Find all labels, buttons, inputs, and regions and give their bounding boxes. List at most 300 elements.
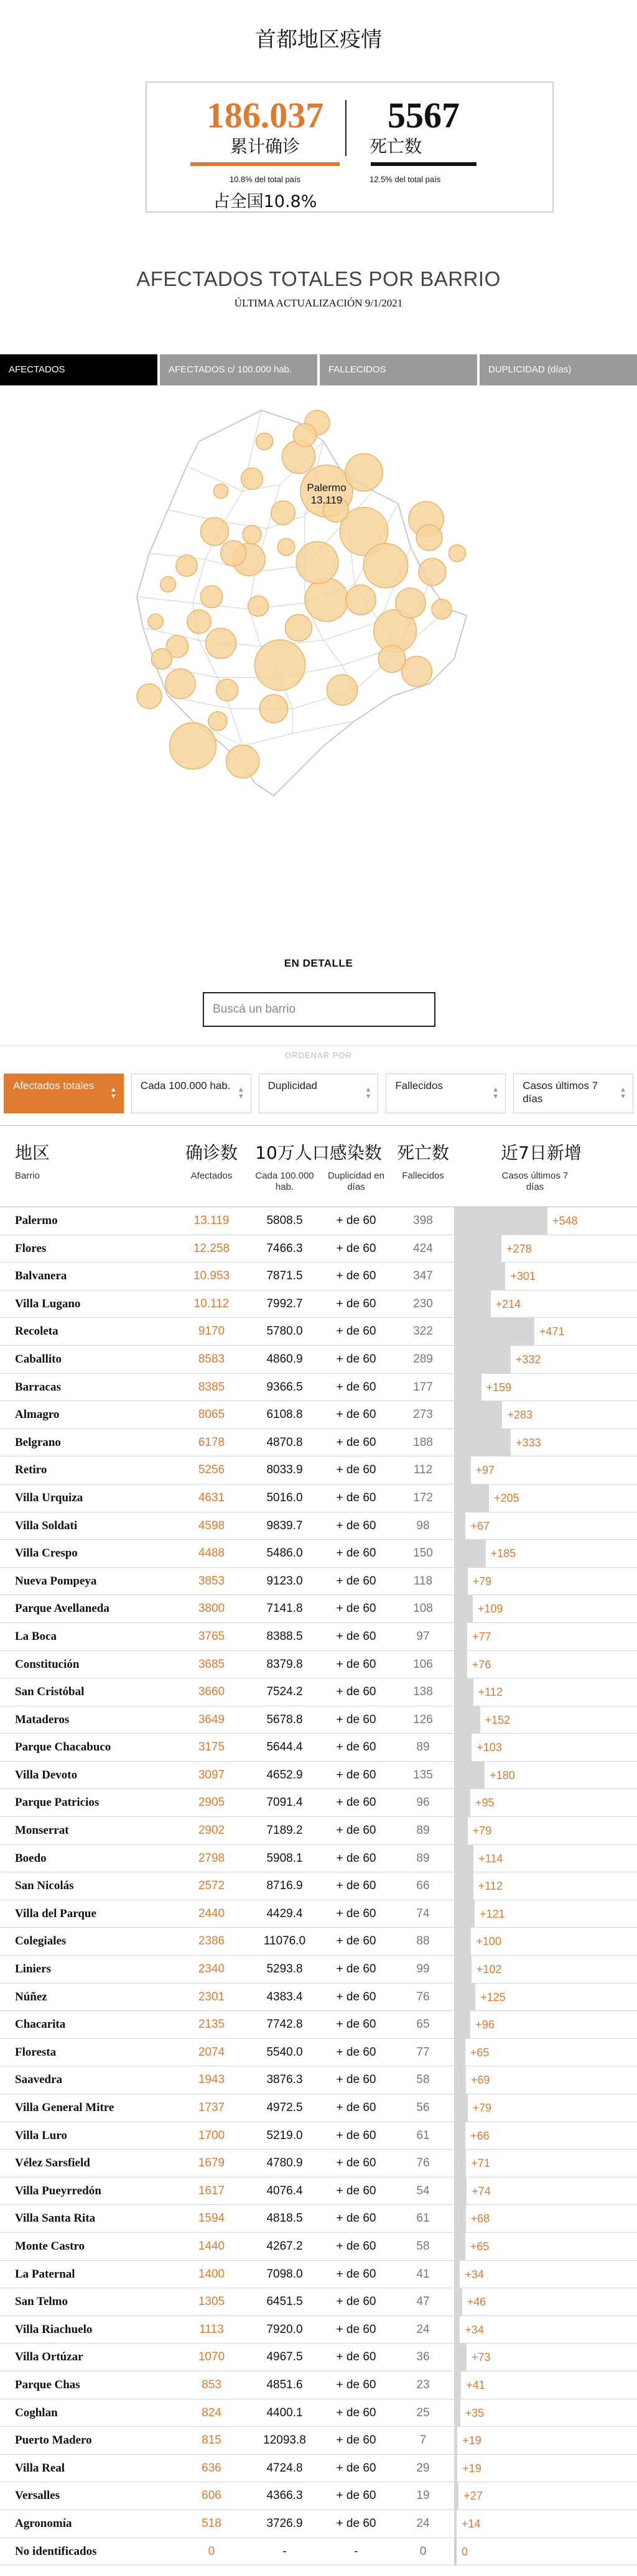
afectados-value: 9170 [198,1325,225,1338]
table-row [0,2178,637,2206]
new-cases-bar [454,2371,461,2399]
fallecidos-value: 74 [416,1907,430,1920]
duplicidad-value: + de 60 [336,2045,376,2059]
rate-value: - [282,2544,287,2558]
sort-updown-icon: ▲ ▼ [492,1086,500,1100]
rate-value: 4851.6 [266,2378,303,2391]
header-rate: Cada 100.000 hab. [255,1171,314,1192]
bubble-marker[interactable] [206,628,236,659]
bubble-marker[interactable] [305,578,348,621]
new-cases-label: +152 [485,1713,511,1726]
barrio-name: Parque Patricios [15,1796,100,1810]
rate-value: 7920.0 [266,2322,303,2336]
bubble-marker[interactable] [200,586,223,608]
new-cases-label: +471 [539,1325,565,1338]
barrio-name: Almagro [15,1408,60,1422]
fallecidos-value: 76 [416,1990,430,2003]
rate-value: 9123.0 [266,1574,303,1588]
new-cases-label: +35 [465,2406,485,2419]
bubble-marker[interactable] [216,679,238,701]
bubble-marker[interactable] [296,541,338,584]
tab-afectados-per-100k[interactable]: AFECTADOS c/ 100.000 hab. [160,354,317,385]
bubble-marker[interactable] [363,543,408,588]
fallecidos-value: 138 [413,1685,433,1699]
barrio-name: San Telmo [15,2295,68,2309]
table-row [0,2427,637,2455]
last-updated: ÚLTIMA ACTUALIZACIÓN 9/1/2021 [234,297,403,309]
table-row [0,1568,637,1596]
rate-value: 6451.5 [266,2295,303,2309]
table-row [0,1928,637,1956]
metric-tabs [0,354,637,385]
afectados-value: 1305 [198,2295,225,2309]
barrio-name: La Boca [15,1629,57,1643]
new-cases-bar [454,1956,472,1984]
kpi-box [146,81,554,213]
duplicidad-value: + de 60 [336,1463,376,1477]
new-cases-label: +102 [476,1963,502,1976]
afectados-value: 4631 [198,1491,225,1504]
duplicidad-value: + de 60 [336,2073,376,2087]
new-cases-label: +121 [480,1907,505,1920]
rate-value: 7098.0 [266,2267,303,2281]
map-callout-name: Palermo [307,482,346,494]
barrio-name: Belgrano [15,1435,61,1449]
new-cases-bar [454,1401,502,1429]
afectados-value: 2074 [198,2045,225,2059]
duplicidad-value: + de 60 [336,1796,376,1810]
fallecidos-value: 19 [416,2489,430,2503]
new-cases-bar [454,1706,480,1734]
bubble-marker[interactable] [170,723,216,770]
barrio-name: Barracas [15,1380,61,1394]
fallecidos-value: 424 [413,1241,433,1255]
fallecidos-value: 65 [416,2018,430,2031]
bubble-marker[interactable] [201,518,229,546]
fallecidos-value: 126 [413,1713,433,1726]
new-cases-label: +19 [462,2462,481,2475]
new-cases-bar [454,2510,457,2538]
rate-value: 5486.0 [266,1547,303,1560]
new-cases-bar [454,1900,475,1928]
new-cases-label: +97 [475,1464,495,1477]
bubble-marker[interactable] [221,541,246,566]
new-cases-bar [454,2344,467,2371]
new-cases-label: +14 [462,2517,481,2530]
bubble-marker[interactable] [148,614,163,629]
fallecidos-value: 47 [416,2295,430,2309]
fallecidos-value: 66 [416,1879,430,1893]
new-cases-label: +46 [467,2296,486,2309]
new-cases-bar [454,1623,467,1651]
afectados-value: 3175 [198,1741,225,1754]
bubble-marker[interactable] [248,596,269,617]
rate-value: 7466.3 [266,1241,303,1255]
table-row [0,2455,637,2483]
barrio-name: Mataderos [15,1713,70,1726]
new-cases-bar [454,2455,457,2483]
duplicidad-value: + de 60 [336,2378,376,2391]
duplicidad-value: + de 60 [336,2212,376,2225]
bubble-marker[interactable] [277,538,294,555]
kpi-cases-rule [190,162,340,166]
afectados-value: 2572 [198,1879,225,1893]
table-row [0,2150,637,2178]
duplicidad-value: + de 60 [336,1657,376,1671]
rate-value: 4972.5 [266,2101,303,2114]
afectados-value: 2798 [198,1851,225,1865]
afectados-value: 2340 [198,1962,225,1976]
bubble-marker[interactable] [226,745,259,778]
bubble-marker[interactable] [432,599,452,619]
bubble-marker[interactable] [416,525,442,551]
afectados-value: 12.258 [193,1241,230,1255]
table-row [0,2261,637,2289]
new-cases-label: +214 [495,1297,521,1310]
barrio-name: Villa del Parque [15,1907,96,1920]
table-row [0,1956,637,1984]
duplicidad-value: + de 60 [336,1380,376,1394]
kpi-cases-note-cn: 占全国10.8% [213,192,317,211]
barrio-name: Villa Crespo [15,1547,78,1560]
fallecidos-value: 58 [416,2239,430,2253]
table-row [0,1540,637,1568]
rate-value: 7992.7 [266,1297,303,1310]
table-row [0,2233,637,2261]
new-cases-bar [454,2482,458,2510]
header-afectados: Afectados [190,1171,233,1181]
barrio-name: Coghlan [15,2406,58,2419]
table-row [0,2011,637,2039]
sort-fallecidos-button[interactable] [386,1074,506,1113]
sort-button-label: Afectados totales [13,1080,95,1092]
bubble-marker[interactable] [293,423,316,446]
barrio-name: San Cristóbal [15,1685,85,1699]
bubble-marker[interactable] [213,484,228,498]
fallecidos-value: 322 [413,1325,433,1338]
kpi-cases-note: 10.8% del total país [229,175,301,184]
table-row [0,1318,637,1346]
rate-value: 7141.8 [266,1602,303,1616]
rate-value: 7524.2 [266,1685,303,1699]
kpi-cases-label: 累计确诊 [230,136,300,157]
table-row [0,2066,637,2094]
new-cases-bar [454,1484,489,1512]
duplicidad-value: + de 60 [336,1685,376,1699]
afectados-value: 1113 [199,2322,224,2336]
bubble-marker[interactable] [419,558,446,586]
table-row [0,2538,637,2566]
new-cases-bar [454,1595,473,1623]
table-row [0,2399,637,2427]
afectados-value: 3853 [198,1574,225,1588]
bubble-marker[interactable] [402,656,432,687]
sort-updown-icon: ▲ ▼ [109,1086,117,1100]
header-cn-rate: 10万人口感染数 [255,1143,382,1163]
table-row [0,1706,637,1734]
barrio-name: Agronomía [15,2516,72,2530]
duplicidad-value: + de 60 [336,1574,376,1588]
bubble-marker[interactable] [151,648,172,669]
bubble-marker[interactable] [187,610,211,633]
barrio-name: Floresta [15,2045,57,2059]
sort-button-label: Fallecidos [395,1080,443,1092]
new-cases-bar [454,1651,467,1679]
new-cases-label: +333 [516,1436,541,1449]
kpi-deaths [365,95,483,184]
tab-afectados[interactable]: AFECTADOS [0,354,157,385]
sort-afectados-button[interactable] [4,1074,124,1113]
bubble-marker[interactable] [346,585,376,615]
search-input[interactable] [203,992,435,1027]
rate-value: 3876.3 [266,2073,303,2087]
sort-per-100k-button[interactable] [131,1074,251,1113]
bubble-marker[interactable] [254,640,305,690]
new-cases-bar [454,2178,467,2206]
afectados-value: 4598 [198,1519,225,1532]
bubble-marker[interactable] [176,555,197,576]
barrio-name: Villa Ortúzar [15,2350,83,2364]
new-cases-bar [454,1263,505,1290]
barrio-name: Villa Riachuelo [15,2322,93,2336]
new-cases-label: +73 [471,2351,491,2364]
fallecidos-value: 188 [413,1435,433,1449]
new-cases-label: +71 [471,2157,490,2170]
table-row [0,1845,637,1873]
table-body [0,1207,637,2565]
sort-updown-icon: ▲ ▼ [620,1086,626,1100]
new-cases-label: +100 [476,1935,501,1948]
new-cases-bar [454,1845,473,1873]
new-cases-bar [454,1540,486,1568]
barrio-name: Villa Real [15,2461,65,2475]
fallecidos-value: 25 [416,2406,430,2419]
table-row [0,2371,637,2399]
new-cases-label: +278 [506,1242,532,1255]
duplicidad-value: + de 60 [336,2406,376,2419]
rate-value: 7091.4 [266,1796,303,1810]
new-cases-label: +77 [472,1630,491,1643]
table-row [0,1595,637,1623]
barrio-name: Villa Devoto [15,1768,78,1782]
duplicidad-value: + de 60 [336,2101,376,2114]
fallecidos-value: 61 [416,2128,430,2142]
new-cases-label: +159 [486,1381,512,1394]
barrio-name: Villa Lugano [15,1297,81,1310]
kpi-cases-value: 186.037 [206,95,324,136]
fallecidos-value: 96 [416,1796,430,1810]
bubble-marker[interactable] [208,712,227,730]
new-cases-label: +185 [490,1547,516,1560]
new-cases-bar [454,2316,460,2344]
tab-fallecidos[interactable]: FALLECIDOS [320,354,477,385]
table-row [0,1512,637,1540]
rate-value: 4652.9 [266,1768,303,1782]
afectados-value: 10.953 [193,1269,230,1283]
afectados-value: 2386 [198,1934,225,1948]
duplicidad-value: + de 60 [336,1519,376,1532]
new-cases-bar [454,2288,462,2316]
new-cases-label: +125 [480,1990,506,2003]
bar-axis [454,2538,457,2566]
fallecidos-value: 7 [419,2434,427,2447]
bubble-marker[interactable] [449,545,466,562]
duplicidad-value: + de 60 [336,2322,376,2336]
fallecidos-value: 24 [416,2322,430,2336]
afectados-value: 2301 [198,1990,225,2003]
afectados-value: 8065 [198,1408,225,1422]
bubble-marker[interactable] [241,468,263,490]
barrio-name: Núñez [15,1990,47,2003]
rate-value: 3726.9 [266,2516,303,2530]
bubble-marker[interactable] [243,525,261,544]
duplicidad-value: + de 60 [336,1768,376,1782]
barrio-name: Nueva Pompeya [15,1574,97,1588]
afectados-value: 1070 [198,2350,225,2364]
detail-title: EN DETALLE [284,957,353,969]
barrio-name: Balvanera [15,1269,67,1283]
bubble-marker[interactable] [271,501,295,525]
fallecidos-value: 273 [413,1408,433,1422]
duplicidad-value: + de 60 [336,2267,376,2281]
barrio-name: Monte Castro [15,2239,85,2253]
duplicidad-value: + de 60 [336,1408,376,1422]
rate-value: 7871.5 [266,1269,303,1283]
duplicidad-value: + de 60 [336,2489,376,2503]
table-row [0,1235,637,1263]
new-cases-label: +112 [478,1880,503,1893]
duplicidad-value: + de 60 [336,1879,376,1893]
fallecidos-value: 58 [416,2073,430,2087]
bubble-marker[interactable] [378,645,406,673]
sort-button-label: Cada 100.000 hab. [140,1080,231,1092]
new-cases-label: +332 [515,1353,541,1366]
bubble-marker[interactable] [256,433,273,450]
bubble-marker[interactable] [165,669,195,699]
new-cases-label: +205 [494,1491,519,1504]
new-cases-bar [454,1872,473,1900]
new-cases-label: +301 [510,1270,536,1283]
rate-value: 7742.8 [266,2018,303,2031]
barrio-name: Villa Soldati [15,1519,78,1532]
barrio-name: Saavedra [15,2073,62,2087]
afectados-value: 4488 [198,1547,225,1560]
afectados-value: 3800 [198,1602,225,1616]
table-row [0,1456,637,1484]
fallecidos-value: 77 [416,2045,430,2059]
afectados-value: 1617 [198,2184,225,2197]
barrio-name: Boedo [15,1851,47,1865]
new-cases-label: +68 [470,2212,490,2225]
new-cases-label: +67 [470,1519,490,1532]
tab-duplicidad[interactable]: DUPLICIDAD (días) [480,354,637,385]
table-row [0,1789,637,1817]
table-row [0,2122,637,2150]
barrio-name: Parque Chacabuco [15,1741,111,1754]
rate-value: 7189.2 [266,1824,303,1838]
fallecidos-value: 76 [416,2156,430,2170]
new-cases-bar [454,1456,471,1484]
bubble-marker[interactable] [396,588,425,618]
afectados-value: 824 [202,2406,221,2419]
duplicidad-value: + de 60 [336,1962,376,1976]
rate-value: 8716.9 [266,1879,303,1893]
sort-duplicidad-button[interactable] [259,1074,379,1113]
header-barrio: Barrio [15,1171,40,1181]
fallecidos-value: 29 [416,2461,430,2475]
fallecidos-value: 24 [416,2516,430,2530]
sort-7dias-button[interactable] [513,1074,633,1113]
rate-value: 6108.8 [266,1408,303,1422]
afectados-value: 1943 [198,2073,225,2087]
bubble-marker[interactable] [286,615,312,642]
barrio-name: Parque Avellaneda [15,1602,109,1616]
barrio-name: Villa Luro [15,2128,67,2142]
new-cases-label: +112 [478,1686,503,1699]
duplicidad-value: + de 60 [336,1214,376,1227]
new-cases-label: +283 [507,1409,532,1422]
rate-value: 5644.4 [266,1741,303,1754]
barrio-name: San Nicolás [15,1879,74,1893]
bubble-marker[interactable] [345,454,383,491]
afectados-value: 10.112 [193,1297,230,1310]
sort-button-label: Casos últimos 7 días [523,1080,598,1105]
rate-value: 9366.5 [266,1380,303,1394]
duplicidad-value: + de 60 [336,1325,376,1338]
afectados-value: 5256 [198,1463,225,1477]
afectados-value: 3649 [198,1713,225,1726]
new-cases-bar [454,1346,511,1374]
barrio-name: Caballito [15,1352,62,1366]
new-cases-label: +109 [477,1603,503,1616]
duplicidad-value: + de 60 [336,1741,376,1754]
new-cases-label: +548 [552,1215,578,1227]
new-cases-label: +96 [475,2018,495,2031]
new-cases-bar [454,2261,460,2289]
table-row [0,2510,637,2538]
fallecidos-value: 97 [416,1629,430,1643]
barrio-name: Monserrat [15,1824,69,1838]
afectados-value: 1700 [198,2128,225,2142]
rate-value: 8388.5 [266,1629,303,1643]
rate-value: 4818.5 [266,2212,303,2225]
fallecidos-value: 61 [416,2212,430,2225]
barrio-name: Vélez Sarsfield [15,2156,90,2170]
rate-value: 4870.8 [266,1435,303,1449]
page-title: 首都地区疫情 [255,27,382,52]
duplicidad-value: + de 60 [336,1934,376,1948]
bubble-marker[interactable] [160,577,176,592]
rate-value: 5293.8 [266,1962,303,1976]
bubble-marker[interactable] [327,674,357,705]
barrio-name: Versalles [15,2489,60,2503]
new-cases-bar [454,2122,465,2150]
rate-value: 5908.1 [266,1851,303,1865]
barrio-name: La Paternal [15,2267,75,2281]
fallecidos-value: 56 [416,2101,430,2114]
barrio-name: Puerto Madero [15,2434,92,2447]
bubble-marker[interactable] [259,694,287,722]
table-row [0,1623,637,1651]
duplicidad-value: + de 60 [336,2434,376,2447]
duplicidad-value: + de 60 [336,1602,376,1616]
bubble-marker[interactable] [137,684,162,709]
afectados-value: 2905 [198,1796,225,1810]
new-cases-label: +69 [470,2074,490,2087]
table-header [0,1125,637,1207]
afectados-value: 3660 [198,1685,225,1699]
new-cases-label: +65 [470,2240,490,2253]
